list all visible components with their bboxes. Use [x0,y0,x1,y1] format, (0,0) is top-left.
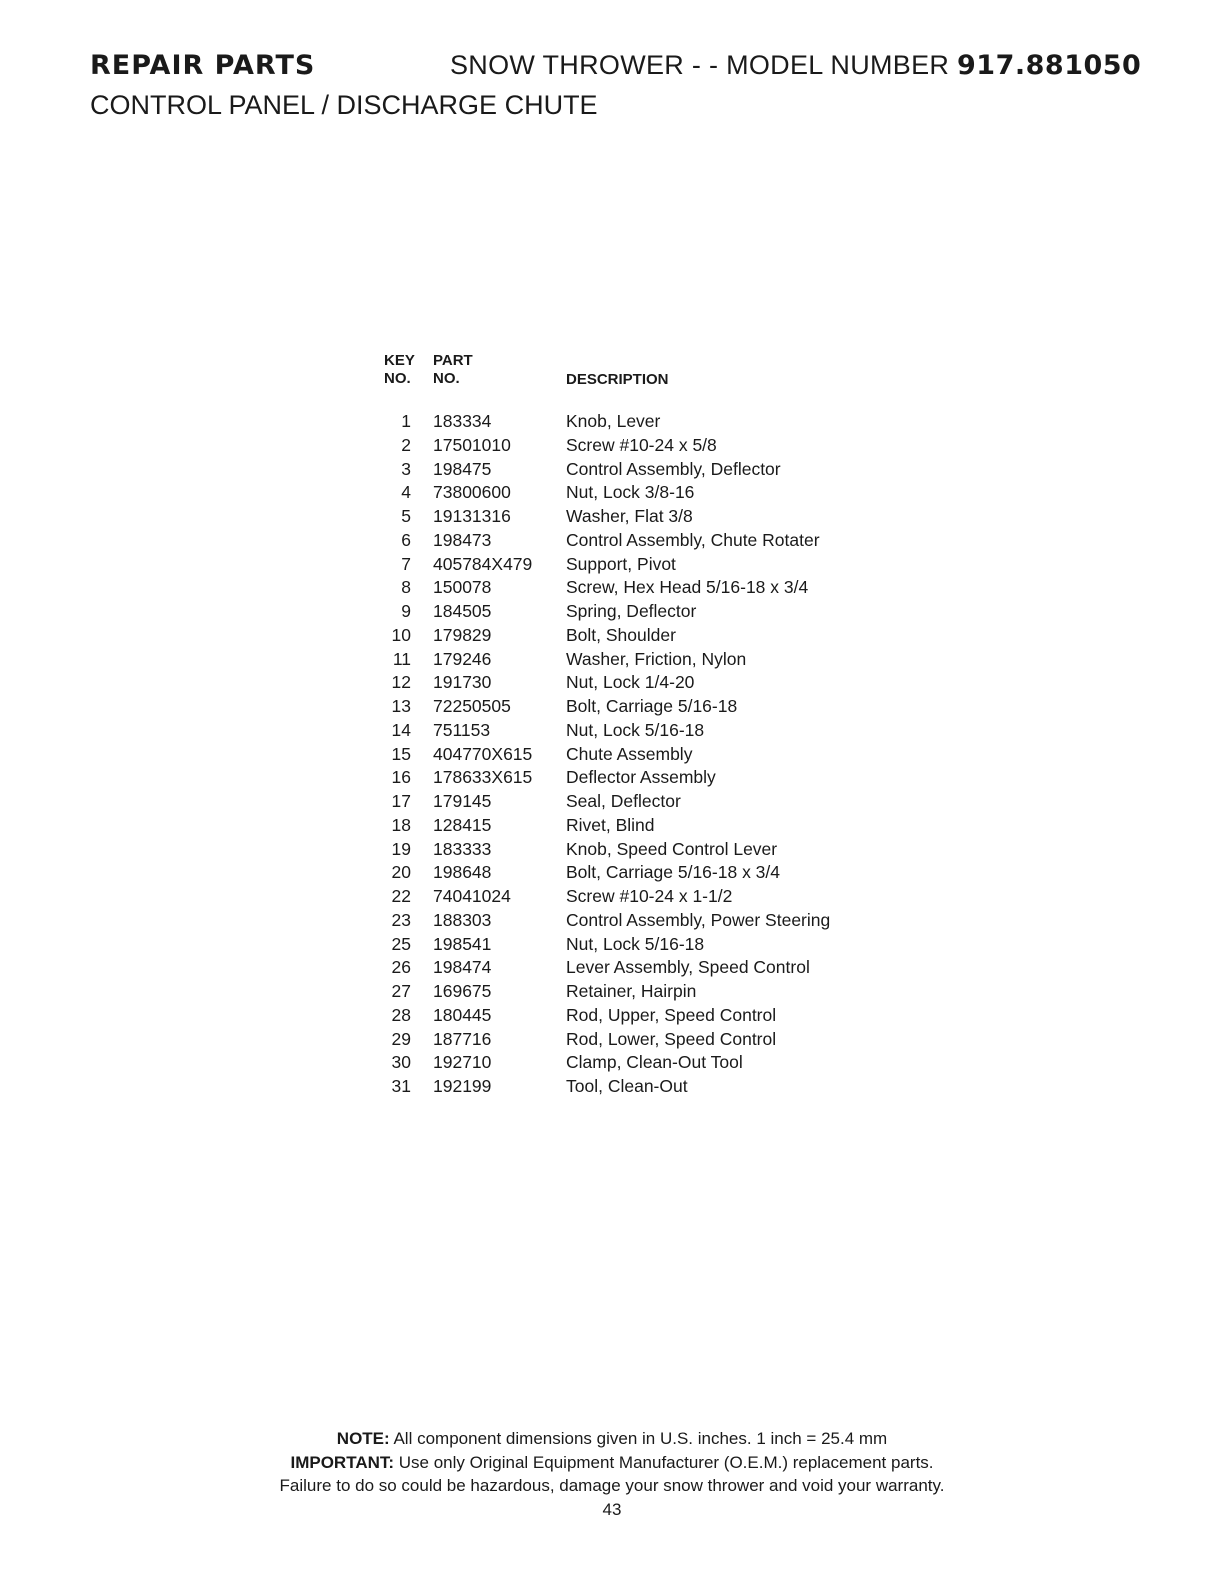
key-number: 19 [391,838,411,859]
part-description: Seal, Deflector [566,791,681,811]
part-number: 183333 [433,838,492,859]
part-description: Support, Pivot [566,553,676,574]
part-number: 179246 [433,648,492,669]
key-number: 5 [401,506,411,526]
part-description: Knob, Speed Control Lever [566,838,778,859]
page-footer [0,1427,1224,1521]
part-number: 74041024 [433,886,511,906]
key-number: 23 [391,909,411,930]
part-number: 72250505 [433,696,511,716]
key-number: 12 [391,672,411,693]
part-description: Knob, Lever [566,411,661,431]
part-description: Screw #10-24 x 5/8 [566,434,717,455]
important-line [0,1451,1224,1475]
part-number: 198475 [433,458,492,479]
part-header-line1: PART [433,352,473,369]
header-line-1 [90,50,1141,81]
part-number: 17501010 [433,434,511,455]
part-description: Rod, Lower, Speed Control [566,1028,777,1049]
part-header-line2: NO. [433,370,460,387]
part-no-header [433,352,513,388]
part-number: 179829 [433,624,492,645]
key-number: 1 [401,411,411,431]
part-description: Chute Assembly [566,743,693,764]
key-header-line1: KEY [384,352,415,369]
part-description: Nut, Lock 5/16-18 [566,719,705,740]
part-number: 198473 [433,529,492,550]
part-number: 183334 [433,411,492,431]
key-number: 7 [401,553,411,574]
part-description: Control Assembly, Chute Rotater [566,529,820,550]
part-number: 180445 [433,1004,492,1025]
model-label: SNOW THROWER - - MODEL NUMBER [450,50,957,80]
part-number: 73800600 [433,482,511,503]
part-number: 169675 [433,981,492,1001]
part-number: 187716 [433,1028,492,1049]
part-number: 178633X615 [433,767,533,788]
part-description: Spring, Deflector [566,601,697,621]
key-number: 6 [401,529,411,550]
part-description: Screw #10-24 x 1-1/2 [566,886,733,906]
key-number: 11 [392,648,411,669]
part-description: Control Assembly, Power Steering [566,909,831,930]
warning-line: Failure to do so could be hazardous, damage your snow thrower and void your warranty. [279,1476,945,1495]
part-description: Deflector Assembly [566,767,716,788]
part-description: Nut, Lock 3/8-16 [566,482,695,503]
key-number: 10 [391,624,411,645]
part-number: 405784X479 [433,553,533,574]
key-number: 9 [401,601,411,621]
key-number: 31 [391,1076,411,1096]
part-description: Washer, Flat 3/8 [566,506,693,526]
part-description: Control Assembly, Deflector [566,458,781,479]
part-description: Bolt, Shoulder [566,624,676,645]
key-no-header [384,352,424,388]
part-number: 128415 [433,814,492,835]
part-number: 184505 [433,601,492,621]
part-number: 198541 [433,933,492,954]
key-number: 16 [391,767,411,788]
key-number: 29 [391,1028,411,1049]
key-number: 8 [401,577,411,598]
part-description: Tool, Clean-Out [566,1076,688,1096]
part-number: 150078 [433,577,492,598]
key-number: 3 [401,458,411,479]
important-text: Use only Original Equipment Manufacturer (O.E.M.) replacement parts. [394,1452,934,1472]
part-number: 751153 [433,719,491,740]
part-description: Retainer, Hairpin [566,981,697,1001]
key-number: 27 [391,981,411,1001]
part-number: 404770X615 [433,743,533,764]
part-number: 198474 [433,957,492,978]
model-number: 917.881050 [957,50,1142,81]
part-description: Bolt, Carriage 5/16-18 [566,696,738,716]
part-description: Rivet, Blind [566,814,655,835]
important-label: IMPORTANT: [290,1452,395,1472]
key-number: 20 [391,862,411,883]
page-subtitle: CONTROL PANEL / DISCHARGE CHUTE [90,90,598,120]
key-number: 2 [401,434,411,455]
description-header: DESCRIPTION [566,371,669,388]
part-description: Nut, Lock 5/16-18 [566,933,705,954]
note-line [0,1427,1224,1451]
part-number: 192199 [433,1076,492,1096]
key-number: 14 [391,719,411,740]
note-label: NOTE: [336,1429,390,1448]
note-text: All component dimensions given in U.S. inches. 1 inch = 25.4 mm [389,1429,888,1448]
part-number: 192710 [433,1052,492,1073]
part-description: Screw, Hex Head 5/16-18 x 3/4 [566,577,809,598]
key-number: 15 [391,743,411,764]
key-number: 17 [391,791,411,811]
part-number: 191730 [433,672,492,693]
part-number: 188303 [433,909,492,930]
key-number: 30 [391,1052,411,1073]
key-number: 18 [391,814,411,835]
key-header-line2: NO. [384,370,411,387]
part-description: Lever Assembly, Speed Control [566,957,810,978]
part-number: 198648 [433,862,492,883]
page-number: 43 [602,1499,622,1519]
part-description: Rod, Upper, Speed Control [566,1004,777,1025]
key-number: 22 [391,886,411,906]
key-number: 13 [391,696,411,716]
part-description: Nut, Lock 1/4-20 [566,672,695,693]
key-number: 25 [391,933,411,954]
part-description: Washer, Friction, Nylon [566,648,747,669]
key-number: 26 [391,957,411,978]
part-number: 179145 [433,791,492,811]
part-number: 19131316 [433,506,511,526]
part-description: Bolt, Carriage 5/16-18 x 3/4 [566,862,781,883]
part-description: Clamp, Clean-Out Tool [566,1052,743,1073]
key-number: 28 [391,1004,411,1025]
key-number: 4 [401,482,411,503]
section-title: REPAIR PARTS [90,50,316,81]
